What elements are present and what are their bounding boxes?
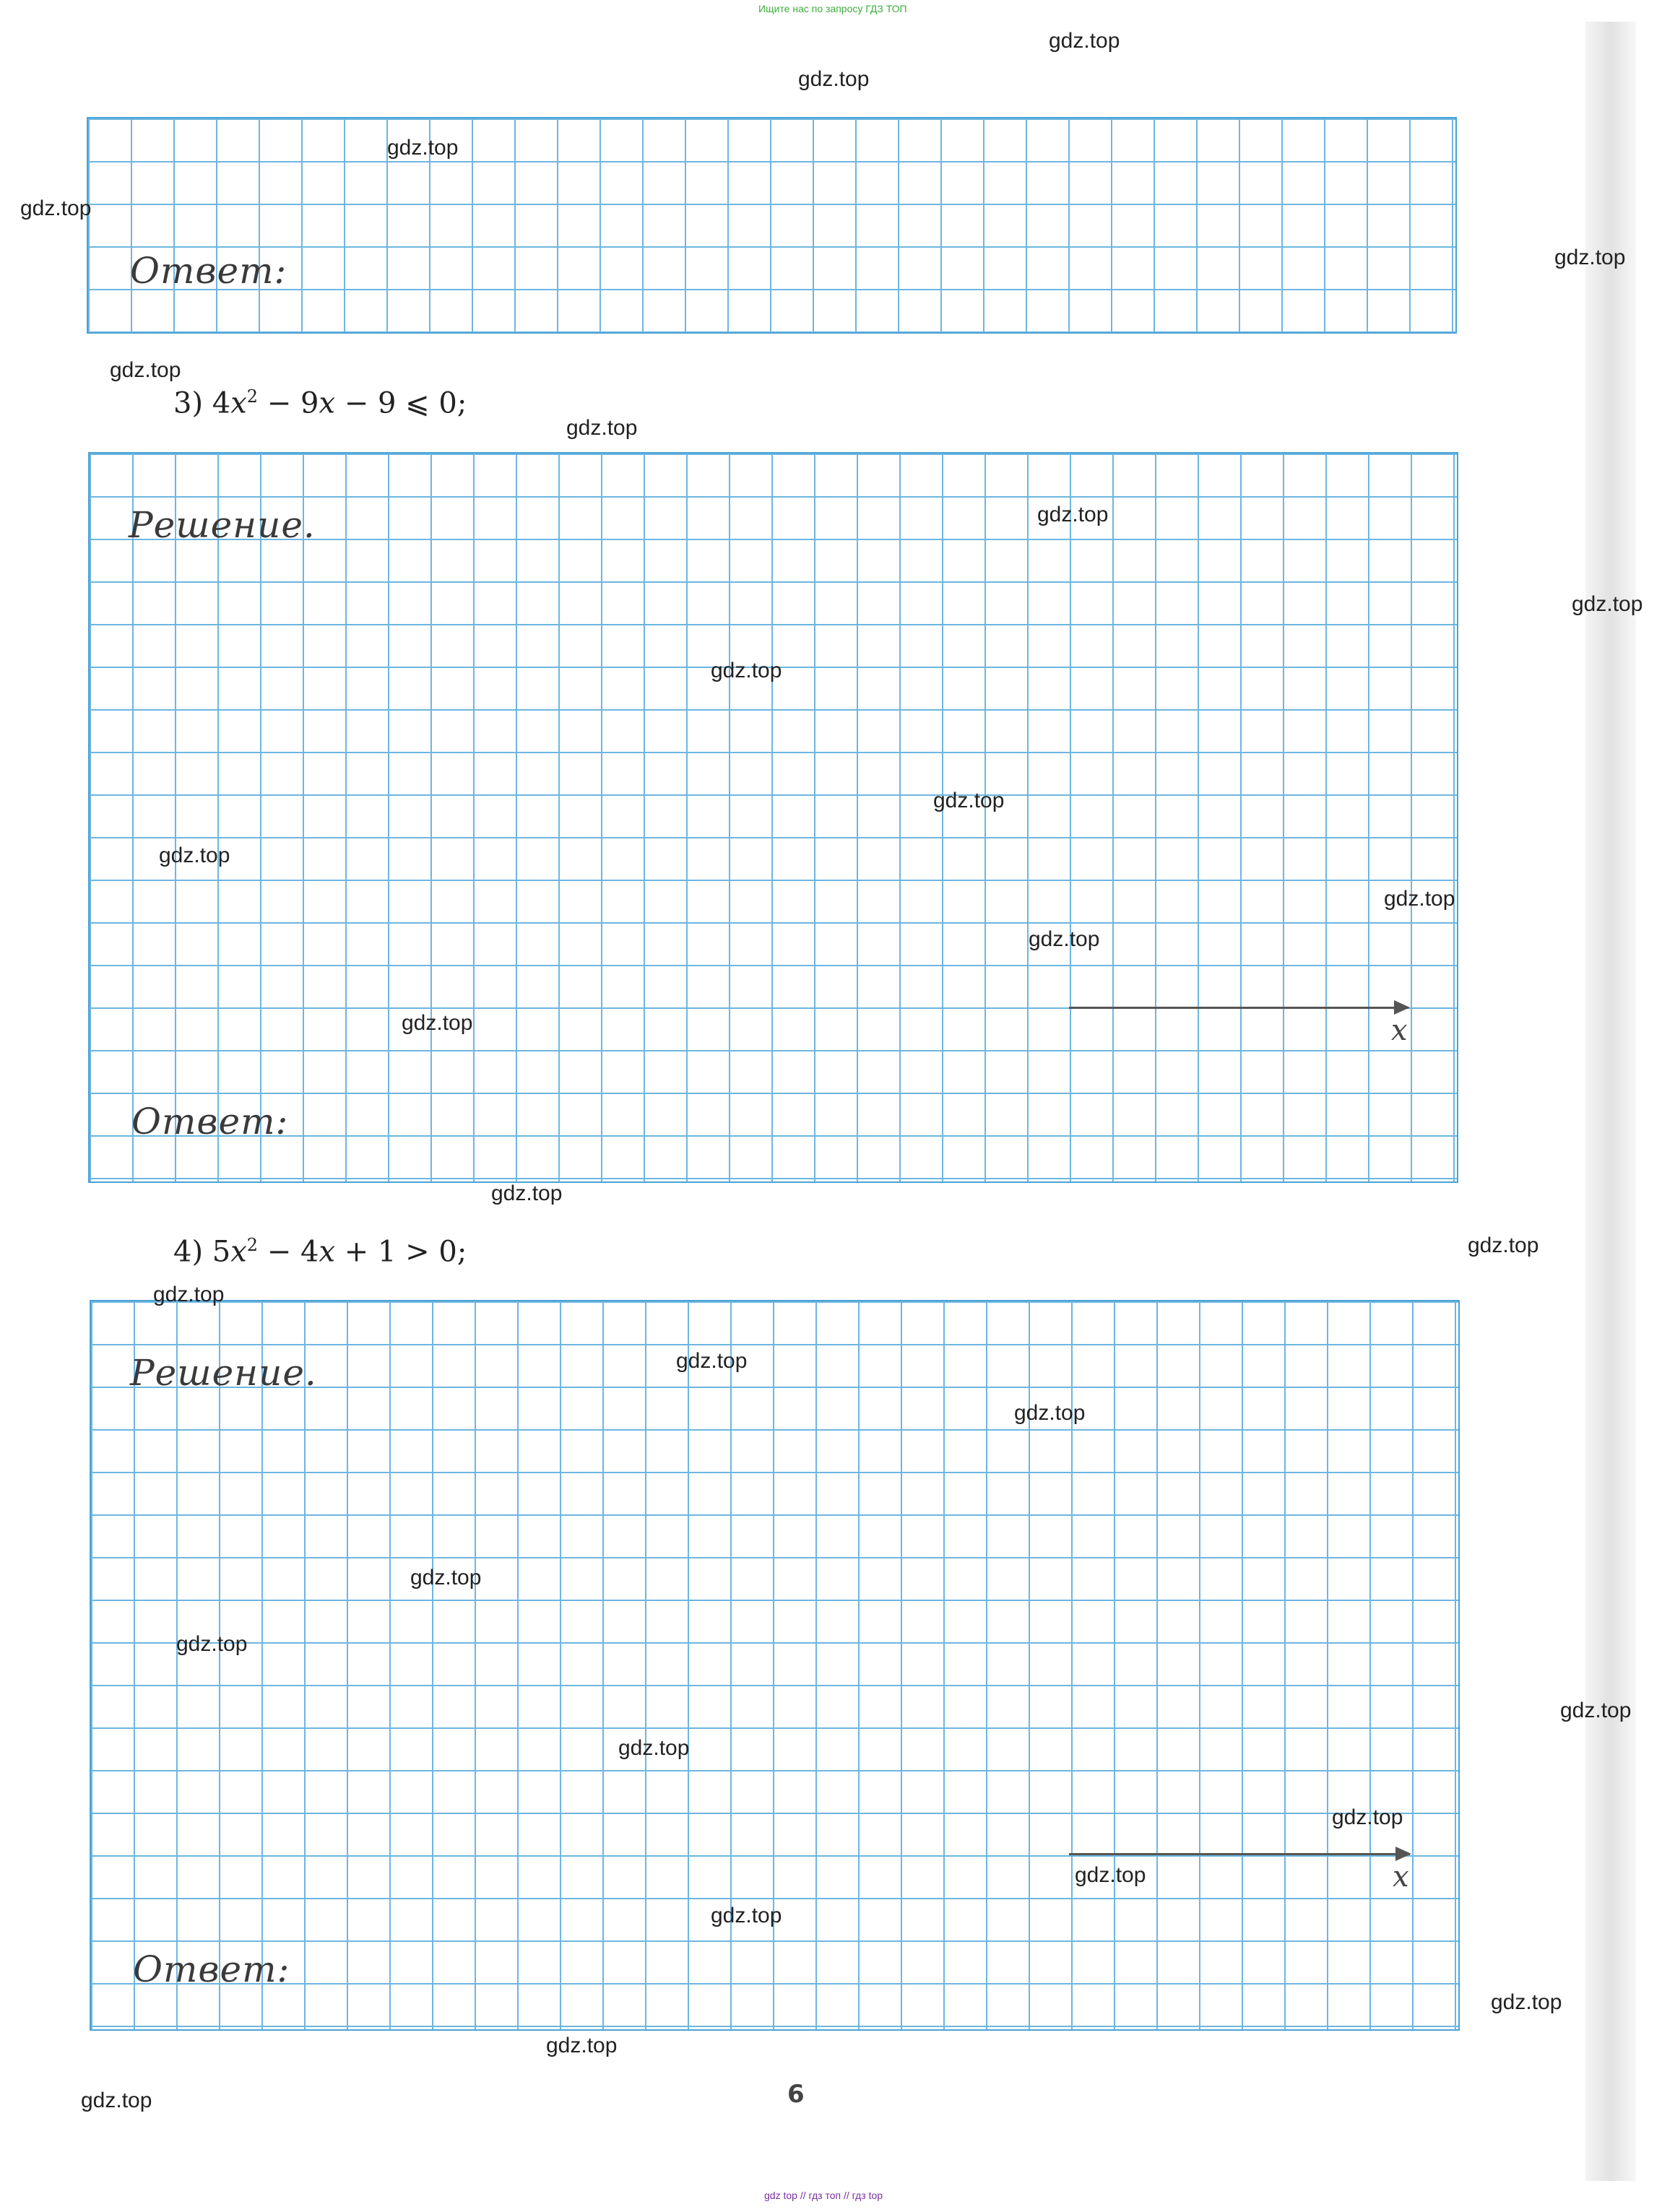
task-3-exp: 2: [246, 386, 259, 407]
watermark: gdz.top: [1468, 1233, 1539, 1257]
watermark: gdz.top: [110, 358, 181, 382]
answer-label-1: Ответ:: [130, 250, 287, 292]
watermark: gdz.top: [20, 196, 92, 220]
watermark: gdz.top: [566, 416, 638, 440]
page-number: 6: [787, 2080, 805, 2109]
x-axis-label-3: x: [1393, 1860, 1409, 1894]
x-axis-label-2: x: [1391, 1014, 1408, 1047]
watermark: gdz.top: [1014, 1401, 1086, 1425]
watermark: gdz.top: [676, 1349, 748, 1373]
answer-label-2: Ответ:: [131, 1101, 289, 1142]
watermark: gdz.top: [1075, 1863, 1146, 1887]
header-note: Ищите нас по запросу ГДЗ ТОП: [758, 3, 907, 14]
watermark: gdz.top: [1572, 592, 1643, 616]
footer-note: gdz top // гдз топ // гдз top: [764, 2190, 883, 2201]
watermark: gdz.top: [387, 136, 459, 160]
watermark: gdz.top: [491, 1181, 563, 1205]
solution-label-3: Решение.: [130, 1352, 317, 1394]
watermark: gdz.top: [410, 1566, 482, 1589]
watermark: gdz.top: [711, 659, 782, 682]
task-3-var: x: [230, 386, 247, 420]
task-4-exp: 2: [246, 1235, 259, 1255]
watermark: gdz.top: [1049, 29, 1120, 53]
task-3-number: 3): [173, 386, 204, 420]
task-3-tail: − 9 ⩽ 0;: [335, 386, 467, 420]
task-4-inequality: [173, 1235, 467, 1268]
watermark: gdz.top: [798, 67, 870, 91]
watermark: gdz.top: [1037, 503, 1109, 526]
task-4-var2: x: [319, 1235, 336, 1269]
x-axis-2: [1069, 1007, 1408, 1009]
task-4-number: 4): [173, 1235, 204, 1269]
task-3-inequality: [173, 386, 467, 420]
watermark: gdz.top: [153, 1283, 225, 1306]
solution-label-2: Решение.: [129, 504, 316, 546]
task-4-coef: 5: [212, 1235, 231, 1269]
task-4-part: − 4: [258, 1235, 319, 1269]
task-3-part: − 9: [258, 386, 319, 420]
watermark: gdz.top: [1560, 1699, 1632, 1722]
grid-2: [88, 452, 1458, 1183]
watermark: gdz.top: [1029, 927, 1100, 951]
watermark: gdz.top: [81, 2089, 152, 2112]
watermark: gdz.top: [933, 789, 1005, 812]
task-4-var: x: [230, 1235, 247, 1269]
watermark: gdz.top: [546, 2034, 618, 2057]
watermark: gdz.top: [176, 1632, 248, 1656]
watermark: gdz.top: [618, 1736, 690, 1760]
watermark: gdz.top: [159, 843, 230, 867]
x-axis-3: [1069, 1853, 1410, 1855]
page-edge-shadow: [1585, 22, 1636, 2181]
watermark: gdz.top: [1384, 887, 1455, 911]
task-3-var2: x: [319, 386, 336, 420]
task-3-coef: 4: [212, 386, 231, 420]
grid-1: [87, 117, 1457, 334]
task-4-tail: + 1 > 0;: [335, 1235, 467, 1269]
answer-label-3: Ответ:: [133, 1948, 290, 1990]
watermark: gdz.top: [1491, 1990, 1562, 2014]
watermark: gdz.top: [1554, 246, 1626, 269]
watermark: gdz.top: [402, 1011, 473, 1035]
watermark: gdz.top: [711, 1904, 782, 1927]
watermark: gdz.top: [1332, 1805, 1403, 1829]
